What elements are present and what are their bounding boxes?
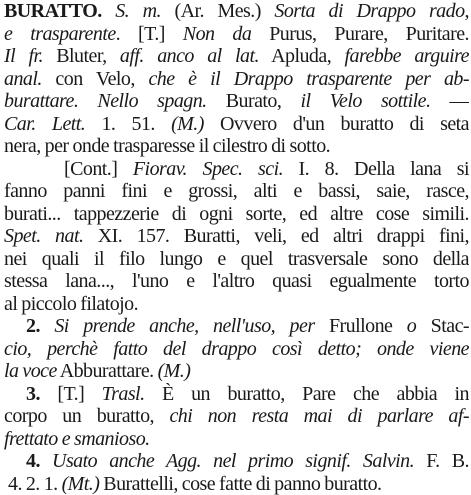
text-line — [4, 270, 469, 293]
bold-text: 4. — [26, 450, 40, 472]
text-line — [4, 360, 469, 383]
text-line — [4, 473, 469, 495]
text-segment: burati... tappezzerie di ogni sorte, ed altre cose simili. — [4, 203, 469, 225]
italic-text: frettato e smanioso. — [4, 428, 150, 450]
text-segment: stessa lana..., l'uno e l'altro quasi egualmente torto — [4, 270, 469, 292]
italic-text: o — [407, 315, 416, 337]
italic-text: e trasparente — [4, 23, 116, 45]
text-segment: Abburattare. — [57, 360, 158, 382]
italic-text: burattare. Nello spagn. — [4, 90, 207, 112]
bold-text: 2. — [26, 315, 40, 337]
text-segment: Bluter, — [43, 45, 120, 67]
italic-text: perchè fatto del drappo così detto; onde viene — [47, 338, 469, 360]
text-segment: al piccolo filatojo. — [4, 293, 138, 315]
text-segment: [T.] — [40, 383, 102, 405]
text-segment: I. 8. Della lana si — [283, 158, 469, 180]
text-segment: 1. 51. — [85, 113, 171, 135]
text-line — [4, 158, 469, 181]
text-segment: nei quali il filo lungo e quel trasversale sono della — [4, 248, 469, 270]
italic-text: aff. — [120, 45, 144, 67]
text-segment: F. B. — [414, 450, 469, 472]
text-segment: (Ar. Mes.) — [161, 0, 274, 22]
text-line — [4, 90, 469, 113]
text-segment: Purus, Purare, Puritare. — [251, 23, 469, 45]
text-line — [4, 338, 469, 361]
text-line — [4, 248, 469, 271]
italic-text: Spet. nat. — [4, 225, 83, 247]
italic-text: (M.) — [171, 113, 204, 135]
text-segment: Frullone — [315, 315, 407, 337]
text-line — [4, 450, 469, 473]
text-segment: È un buratto, Pare che abbia in — [145, 383, 469, 405]
text-line — [4, 113, 469, 136]
italic-text: Il fr. — [4, 45, 43, 67]
text-line — [4, 405, 469, 428]
text-segment — [40, 450, 52, 472]
italic-text: anco al lat. — [157, 45, 259, 67]
text-line — [4, 225, 469, 248]
text-line — [4, 383, 469, 406]
italic-text: Si prende anche, nell'uso, per — [54, 315, 314, 337]
italic-text: chi non resta mai di parlare af- — [169, 405, 469, 427]
text-line — [4, 45, 469, 68]
text-segment — [102, 0, 116, 22]
text-segment: nera, per onde trasparesse il cilestro di sotto. — [4, 135, 330, 157]
text-segment: Ovvero d'un buratto di seta — [204, 113, 469, 135]
text-segment: Burattelli, cose fatte di panno buratto. — [99, 473, 381, 495]
text-segment: — — [430, 90, 469, 112]
italic-text: Car. Lett. — [4, 113, 85, 135]
text-segment: [Cont.] — [64, 158, 133, 180]
italic-text: Trasl. — [102, 383, 145, 405]
text-segment: XI. 157. Buratti, veli, ed altri drappi fini, — [83, 225, 469, 247]
text-line — [4, 293, 469, 316]
text-segment: con Velo, — [42, 68, 149, 90]
text-line — [4, 23, 469, 46]
text-segment: . [T.] — [116, 23, 183, 45]
text-segment: 4. 2. 1. — [8, 473, 62, 495]
italic-text: il Velo sottile. — [300, 90, 430, 112]
text-line — [4, 428, 469, 451]
italic-text: Non da — [183, 23, 252, 45]
italic-text: la voce — [4, 360, 57, 382]
italic-text: S. m. — [115, 0, 161, 22]
italic-text: farebbe arguire — [345, 45, 470, 67]
italic-text: Usato anche Agg. nel primo signif. Salvin. — [52, 450, 414, 472]
text-line — [4, 0, 469, 23]
italic-text: anal. — [4, 68, 42, 90]
text-line — [4, 135, 469, 158]
bold-text: 3. — [26, 383, 40, 405]
italic-text: cio, — [4, 338, 47, 360]
text-segment — [40, 315, 54, 337]
text-segment: , — [465, 0, 469, 22]
text-segment: corpo un buratto, — [4, 405, 169, 427]
text-line — [4, 68, 469, 91]
text-segment: Burato, — [207, 90, 301, 112]
italic-text: (M.) — [158, 360, 191, 382]
text-segment: Stac- — [416, 315, 469, 337]
text-line — [4, 315, 469, 338]
text-segment — [144, 45, 157, 67]
italic-text: (Mt.) — [62, 473, 100, 495]
text-line — [4, 203, 469, 226]
italic-text: Sorta di Drappo rado — [274, 0, 464, 22]
text-segment: fanno panni fini e grossi, alti e bassi, saie, rasce, — [4, 180, 469, 202]
italic-text: Fiorav. Spec. sci. — [133, 158, 283, 180]
text-line — [4, 180, 469, 203]
bold-text: BURATTO. — [4, 0, 102, 22]
italic-text: che è il Drappo trasparente per ab- — [148, 68, 469, 90]
text-segment: Apluda, — [259, 45, 345, 67]
